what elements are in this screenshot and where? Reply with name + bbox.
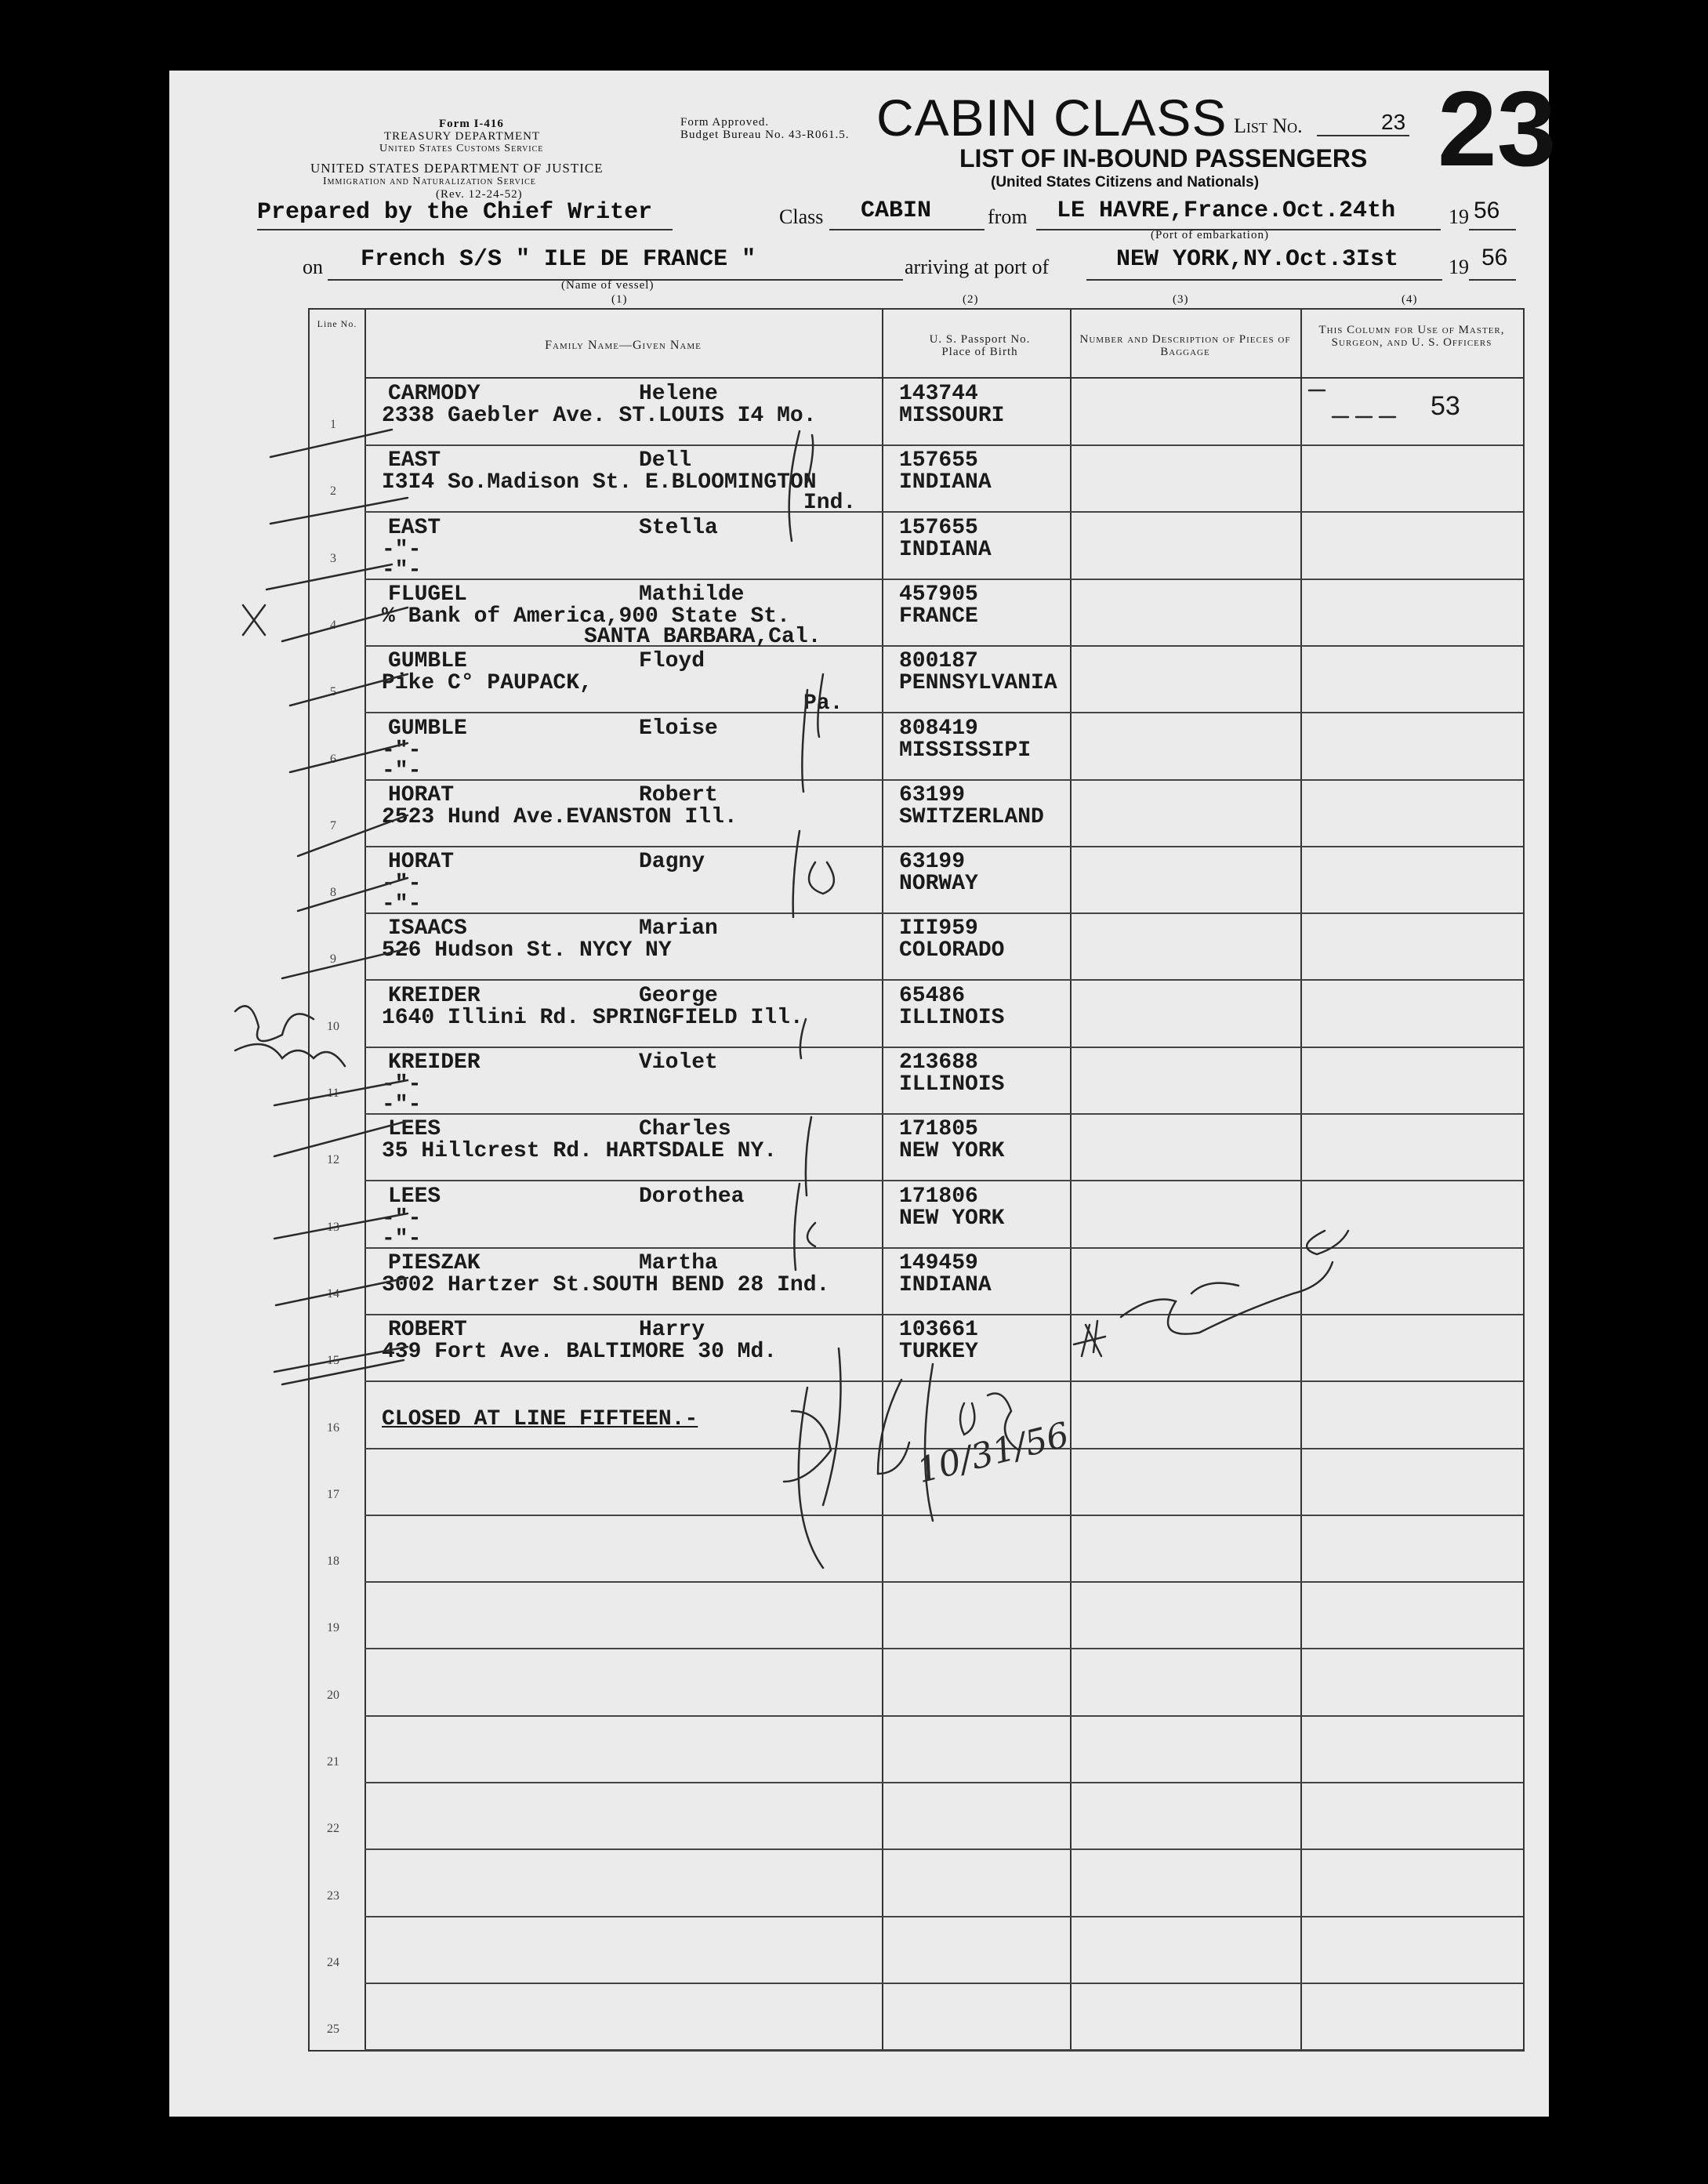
address: I3I4 So.Madison St. E.BLOOMINGTON (382, 470, 817, 495)
prepared-by: Prepared by the Chief Writer (257, 199, 653, 226)
address: 2338 Gaebler Ave. ST.LOUIS I4 Mo. (382, 404, 817, 428)
given-name: Marian (639, 916, 718, 941)
form-subtitle: (United States Citizens and Nationals) (991, 174, 1260, 190)
year-prefix-2: 19 (1449, 256, 1469, 278)
family-name: EAST (388, 515, 441, 540)
class-label: Class (779, 205, 824, 228)
from-label: from (988, 205, 1028, 228)
table-row (330, 513, 1523, 582)
passport-no: 103661 (899, 1318, 978, 1343)
given-name: Violet (639, 1050, 718, 1075)
line-number: 24 (327, 1955, 339, 1969)
table-row (330, 847, 1523, 917)
table-row (327, 1582, 1523, 1649)
from-value: LE HAVRE,France.Oct.24th (1057, 198, 1396, 224)
table-row (327, 1315, 1523, 1382)
line-number: 14 (327, 1286, 339, 1301)
place-of-birth: FRANCE (899, 604, 978, 629)
place-of-birth: NEW YORK (899, 1206, 1005, 1231)
address: -"- (382, 872, 422, 897)
address: 526 Hudson St. NYCY NY (382, 938, 672, 963)
form-number: Form I-416 (439, 118, 504, 130)
year-2: 56 (1481, 245, 1508, 270)
line-number: 20 (327, 1688, 339, 1702)
line-number: 7 (330, 818, 336, 833)
table-row (327, 1783, 1523, 1850)
col-num-3: (3) (1173, 293, 1189, 306)
family-name: ISAACS (388, 916, 467, 941)
passport-no: 157655 (899, 515, 978, 540)
col-num-4: (4) (1402, 293, 1418, 306)
given-name: Robert (639, 782, 718, 807)
table-row (330, 579, 1523, 649)
address: 3002 Hartzer St.SOUTH BEND 28 Ind. (382, 1272, 830, 1297)
line-number: 6 (330, 752, 336, 766)
family-name: FLUGEL (388, 582, 467, 607)
arrival-port: NEW YORK,NY.Oct.3Ist (1116, 246, 1399, 273)
line-number: 23 (327, 1888, 339, 1903)
table-row (327, 1248, 1523, 1315)
address: % Bank of America,900 State St. (382, 604, 790, 629)
line-number: 10 (327, 1019, 339, 1033)
family-name: LEES (388, 1117, 441, 1142)
table-row (327, 1850, 1523, 1917)
address-cont: Ind. (803, 491, 857, 516)
table-row (330, 445, 1523, 516)
col-header-name: Family Name—Given Name (545, 339, 702, 352)
given-name: Charles (639, 1117, 731, 1142)
address: -"- (382, 537, 422, 562)
table-row (327, 1983, 1523, 2051)
revision: (Rev. 12-24-52) (436, 188, 523, 201)
given-name: Mathilde (639, 582, 745, 607)
address-cont: -"- (382, 758, 422, 783)
family-name: GUMBLE (388, 649, 467, 674)
justice-dept: UNITED STATES DEPARTMENT OF JUSTICE (310, 161, 604, 176)
line-number: 1 (330, 418, 336, 431)
line-number: 12 (327, 1153, 339, 1167)
table-row (330, 713, 1523, 783)
table-row (330, 913, 1523, 981)
place-of-birth: ILLINOIS (899, 1005, 1005, 1030)
given-name: Harry (639, 1318, 705, 1343)
treasury-dept: TREASURY DEPARTMENT (384, 130, 541, 143)
passport-no: III959 (899, 916, 978, 941)
class-value: CABIN (861, 198, 932, 224)
table-row (327, 1181, 1523, 1251)
place-of-birth: COLORADO (899, 938, 1005, 963)
table-row (327, 1047, 1523, 1117)
col-header-officers: This Column for Use of Master, Surgeon, and U. S. Officers (1318, 324, 1505, 349)
address: -"- (382, 738, 422, 763)
ins-service: Immigration and Naturalization Service (323, 176, 536, 187)
table-row (327, 1515, 1523, 1583)
address: Pike C° PAUPACK, (382, 671, 593, 696)
year-prefix-1: 19 (1449, 205, 1469, 228)
address: 1640 Illini Rd. SPRINGFIELD Ill. (382, 1005, 803, 1030)
passport-no: 63199 (899, 850, 966, 875)
col-header-line: Line No. (317, 318, 357, 329)
passenger-table (308, 308, 1525, 2052)
table-row (327, 1917, 1523, 1984)
address: 35 Hillcrest Rd. HARTSDALE NY. (382, 1139, 778, 1164)
family-name: EAST (388, 448, 441, 473)
address-cont: -"- (382, 1093, 422, 1117)
col-num-2: (2) (963, 293, 979, 306)
place-of-birth: MISSISSIPI (899, 738, 1032, 763)
passport-no: 143744 (899, 382, 978, 406)
given-name: Floyd (639, 649, 705, 674)
family-name: PIESZAK (388, 1250, 480, 1275)
line-number: 17 (327, 1487, 339, 1501)
line-number: 19 (327, 1621, 339, 1635)
place-of-birth: INDIANA (899, 470, 992, 495)
vessel-caption: (Name of vessel) (561, 279, 655, 292)
handwritten-date: 10/31/56 (912, 1414, 1073, 1492)
closing-note: CLOSED AT LINE FIFTEEN.- (382, 1406, 698, 1431)
table-row (327, 1649, 1523, 1717)
port-embarkation-caption: (Port of embarkation) (1151, 229, 1269, 241)
line-number: 5 (330, 685, 336, 699)
table-row (327, 1114, 1523, 1181)
passport-no: 808419 (899, 716, 978, 741)
family-name: ROBERT (388, 1318, 467, 1343)
list-no-label: List No. (1234, 114, 1303, 137)
line-number: 25 (327, 2023, 339, 2037)
budget-bureau: Budget Bureau No. 43-R061.5. (680, 129, 850, 141)
col-header-passport: U. S. Passport No. Place of Birth (929, 333, 1031, 358)
table-row (327, 981, 1523, 1048)
passport-no: 63199 (899, 782, 966, 807)
on-label: on (303, 256, 323, 278)
line-number: 15 (327, 1354, 339, 1368)
passport-no: 171805 (899, 1117, 978, 1142)
address: 439 Fort Ave. BALTIMORE 30 Md. (382, 1340, 778, 1365)
address-cont: -"- (382, 1226, 422, 1251)
list-no-value: 23 (1381, 110, 1406, 134)
given-name: Dell (639, 448, 692, 473)
line-number: 21 (327, 1755, 339, 1769)
given-name: George (639, 983, 718, 1008)
line-number: 2 (330, 484, 336, 499)
family-name: CARMODY (388, 382, 480, 406)
table-row (327, 1716, 1523, 1783)
place-of-birth: SWITZERLAND (899, 804, 1044, 829)
family-name: KREIDER (388, 983, 480, 1008)
given-name: Helene (639, 382, 718, 406)
place-of-birth: NORWAY (899, 872, 978, 897)
table-row (327, 1382, 1523, 1449)
vessel-name: French S/S " ILE DE FRANCE " (361, 246, 756, 273)
col-num-1: (1) (611, 293, 628, 306)
officer-note: 53 (1431, 391, 1460, 421)
line-number: 3 (330, 551, 336, 565)
passport-no: 157655 (899, 448, 978, 473)
given-name: Eloise (639, 716, 718, 741)
table-row (330, 646, 1523, 717)
cabin-class-stamp: CABIN CLASS (876, 89, 1228, 147)
place-of-birth: PENNSYLVANIA (899, 671, 1057, 696)
list-number-stamp: 23 (1438, 69, 1557, 188)
place-of-birth: INDIANA (899, 1272, 992, 1297)
passport-no: 149459 (899, 1250, 978, 1275)
given-name: Dorothea (639, 1184, 745, 1209)
line-number: 4 (330, 618, 336, 632)
address: -"- (382, 1206, 422, 1231)
given-name: Martha (639, 1250, 718, 1275)
address-cont: SANTA BARBARA,Cal. (584, 624, 821, 649)
family-name: HORAT (388, 782, 455, 807)
place-of-birth: ILLINOIS (899, 1072, 1005, 1097)
passport-no: 171806 (899, 1184, 978, 1209)
line-number: 9 (330, 952, 336, 967)
place-of-birth: NEW YORK (899, 1139, 1005, 1164)
line-number: 11 (327, 1087, 339, 1100)
address: -"- (382, 1072, 422, 1097)
form-title: LIST OF IN-BOUND PASSENGERS (959, 144, 1368, 172)
line-number: 16 (327, 1420, 339, 1435)
customs-service: United States Customs Service (379, 143, 544, 154)
family-name: KREIDER (388, 1050, 480, 1075)
line-number: 22 (327, 1822, 339, 1836)
given-name: Dagny (639, 850, 705, 875)
family-name: HORAT (388, 850, 455, 875)
place-of-birth: INDIANA (899, 537, 992, 562)
table-row (330, 780, 1523, 847)
col-header-baggage: Number and Description of Pieces of Baggage (1079, 333, 1291, 358)
address: 2523 Hund Ave.EVANSTON Ill. (382, 804, 738, 829)
table-row (330, 379, 1523, 446)
passport-no: 65486 (899, 983, 966, 1008)
arriving-label: arriving at port of (905, 256, 1050, 278)
passport-no: 213688 (899, 1050, 978, 1075)
line-number: 18 (327, 1555, 339, 1569)
address-cont: Pa. (803, 691, 843, 717)
year-1: 56 (1474, 198, 1500, 223)
form-approved: Form Approved. (680, 116, 770, 129)
family-name: GUMBLE (388, 716, 467, 741)
passport-no: 800187 (899, 649, 978, 674)
place-of-birth: MISSOURI (899, 404, 1005, 428)
line-number: 8 (330, 886, 336, 900)
address-cont: -"- (382, 892, 422, 917)
line-number: 13 (327, 1220, 339, 1234)
family-name: LEES (388, 1184, 441, 1209)
place-of-birth: TURKEY (899, 1340, 978, 1365)
passport-no: 457905 (899, 582, 978, 607)
address-cont: -"- (382, 557, 422, 582)
given-name: Stella (639, 515, 718, 540)
